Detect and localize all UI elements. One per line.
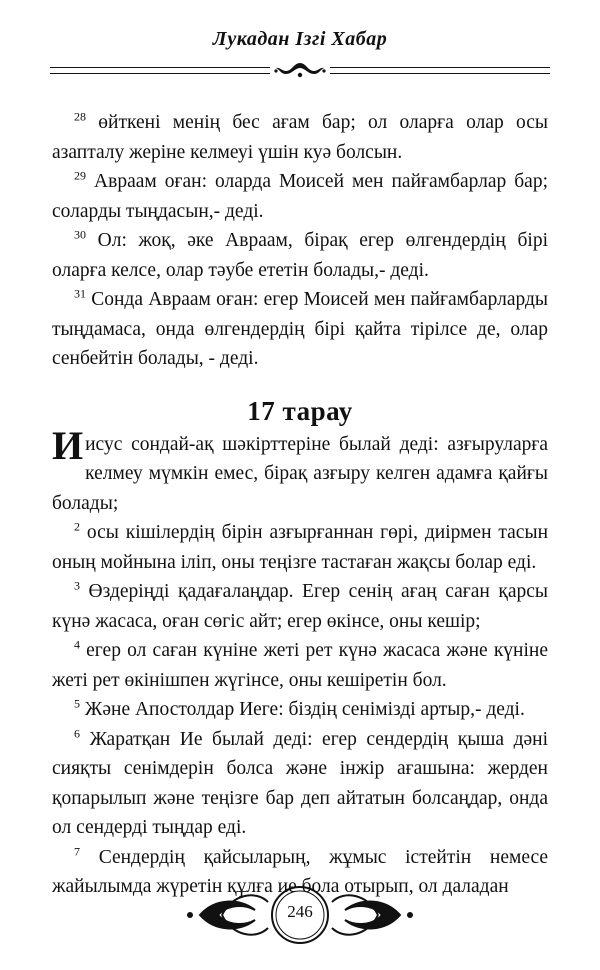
chapter-title: 17 тарау: [247, 395, 353, 426]
verse-number: 2: [74, 519, 80, 534]
running-header: Лукадан Ізгі Хабар: [212, 28, 388, 50]
verse-5: [52, 695, 548, 725]
verse-number: 5: [74, 696, 80, 711]
verse-number: 31: [74, 286, 86, 301]
page-body: [52, 108, 548, 902]
verse-text: Авраам оған: оларда Моисей мен пайғамбарлар бар; соларды тыңдасын,- деді.: [52, 171, 548, 222]
verse-number: 3: [74, 578, 80, 593]
verse-text: осы кішілердің бірін азғырғаннан гөрі, диірмен тасын оның мойнына іліп, оны теңізге тастаған жақсы болар еді.: [52, 522, 549, 573]
verse-number: 7: [74, 844, 80, 858]
verse-text: Сонда Авраам оған: егер Моисей мен пайғамбарларды тыңдамаса, онда өлгендердің бірі қайта тірілсе де, олар сенбейтін болады, - деді.: [52, 289, 548, 369]
verse-number: 29: [74, 168, 86, 183]
verse-6: [52, 725, 548, 843]
verse-28: [52, 108, 548, 167]
verse-text: Жаратқан Ие былай деді: егер сендердің қыша дәні сияқты сенімдерін болса және інжір ағашына: жерден қопарылып және теңізге бар деп айтатын болсаңдар, онда ол сендерді тыңдар еді.: [52, 728, 549, 838]
verse-text: егер ол саған күніне жеті рет күнә жасаса және күніне жеті рет өкінішпен жүгінсе, оны кешіретін бол.: [52, 640, 548, 691]
verse-4: [52, 636, 548, 695]
verse-text: Сендердің қайсыларың, жұмыс істейтін немесе жайылымда жүретін құлға ие бола отырып, ол даладан: [52, 846, 549, 897]
verse-30: [52, 226, 548, 285]
verse-text: Өздеріңді қадағалаңдар. Егер сенің ағаң саған қарсы күнә жасаса, оған сөгіс айт; егер өкінсе, оны кешір;: [52, 581, 548, 632]
verse-3: [52, 577, 548, 636]
header-ornament-icon: [270, 58, 330, 84]
verse-text: Ол: жоқ, әке Авраам, бірақ егер өлгендердің бірі оларға келсе, олар тәубе ететін болады,- деді.: [52, 230, 548, 281]
verse-number: 30: [74, 227, 86, 242]
drop-cap: И: [52, 422, 84, 468]
verse-text: өйткені менің бес ағам бар; ол оларға олар осы азапталу жеріне келмеуі үшін куә болсын.: [52, 112, 548, 163]
verse-29: [52, 167, 548, 226]
verse-text: Және Апостолдар Иеге: біздің сенімізді артыр,- деді.: [84, 699, 525, 720]
verse-number: 28: [74, 109, 86, 124]
verse-number: 4: [74, 637, 80, 652]
verse-2: [52, 518, 548, 577]
verse-text: исус сондай-ақ шәкірттеріне былай деді: азғыруларға келмеу мүмкін емес, бірақ азғыру келген адамға қайғы болады;: [52, 433, 548, 514]
verse-number: 6: [74, 726, 80, 740]
verse-31: [52, 285, 548, 374]
page-number: 246: [287, 902, 313, 921]
verse-1: [52, 422, 548, 519]
